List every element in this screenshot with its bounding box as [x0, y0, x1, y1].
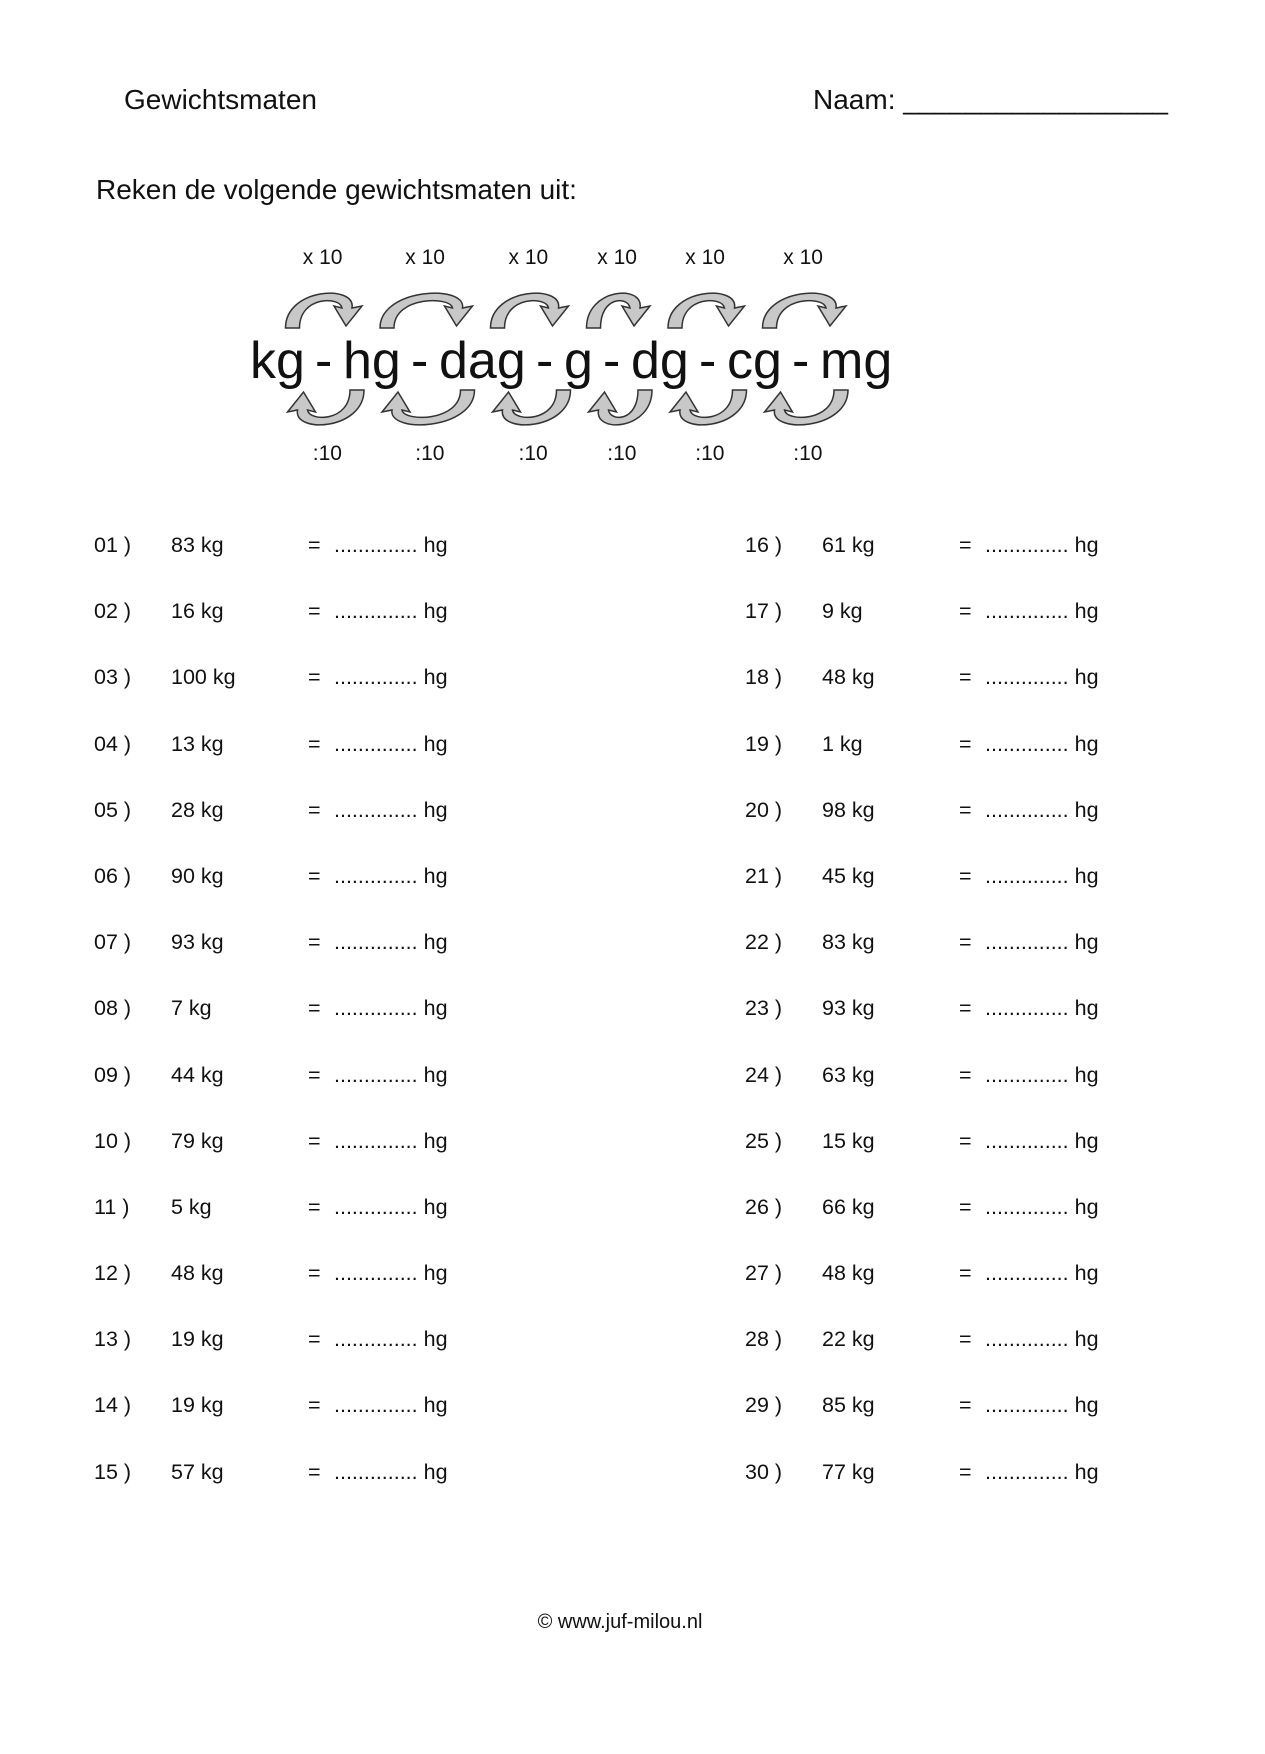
exercise-number: 12 ) — [94, 1261, 132, 1286]
equals-sign: = — [308, 1327, 321, 1352]
equals-sign: = — [959, 1194, 972, 1219]
exercise-number: 10 ) — [94, 1128, 132, 1153]
unit-separator: - — [411, 332, 429, 390]
exercise-number: 11 ) — [94, 1194, 130, 1219]
footer-copyright: © www.juf-milou.nl — [537, 1611, 703, 1633]
answer-dots[interactable]: .............. — [334, 863, 418, 888]
exercise-number: 04 ) — [94, 731, 132, 756]
equals-sign: = — [959, 665, 972, 690]
exercise-number: 18 ) — [745, 665, 783, 690]
answer-unit: hg — [423, 930, 448, 955]
exercise-number: 15 ) — [94, 1459, 132, 1484]
equals-sign: = — [308, 1194, 321, 1219]
equals-sign: = — [959, 1393, 972, 1418]
answer-dots[interactable]: .............. — [985, 1194, 1069, 1219]
answer-blank[interactable] — [334, 930, 448, 955]
answer-unit: hg — [423, 1194, 448, 1219]
exercise-row — [745, 1387, 1265, 1453]
exercise-quantity: 100 kg — [171, 665, 236, 690]
answer-blank[interactable] — [985, 1327, 1099, 1352]
exercise-row — [94, 792, 614, 858]
exercise-number: 23 ) — [745, 996, 783, 1021]
exercise-quantity: 13 kg — [171, 731, 224, 756]
answer-unit: hg — [1074, 1128, 1099, 1153]
unit-mg: mg — [820, 332, 893, 390]
answer-blank[interactable] — [985, 1460, 1099, 1485]
equals-sign: = — [959, 1327, 972, 1352]
exercise-row — [745, 990, 1265, 1056]
answer-unit: hg — [423, 1459, 448, 1484]
answer-blank[interactable] — [334, 665, 448, 690]
exercise-number: 22 ) — [745, 930, 783, 955]
equals-sign: = — [959, 797, 972, 822]
exercise-quantity: 9 kg — [822, 599, 863, 624]
exercise-row — [745, 1255, 1265, 1321]
answer-blank[interactable] — [334, 864, 448, 889]
answer-unit: hg — [423, 863, 448, 888]
answer-dots[interactable]: .............. — [334, 1128, 418, 1153]
answer-dots[interactable]: .............. — [985, 1062, 1069, 1087]
exercise-row — [94, 1057, 614, 1123]
answer-unit: hg — [423, 599, 448, 624]
exercise-quantity: 19 kg — [171, 1393, 224, 1418]
unit-separator: - — [536, 332, 554, 390]
exercise-quantity: 83 kg — [822, 930, 875, 955]
answer-dots[interactable]: .............. — [334, 1261, 418, 1286]
equals-sign: = — [308, 665, 321, 690]
answer-unit: hg — [1074, 863, 1099, 888]
answer-dots[interactable]: .............. — [985, 1128, 1069, 1153]
exercise-row — [94, 1255, 614, 1321]
answer-unit: hg — [423, 1327, 448, 1352]
answer-unit: hg — [1074, 1393, 1099, 1418]
exercise-row — [94, 527, 614, 593]
answer-blank[interactable] — [334, 1129, 448, 1154]
exercise-quantity: 48 kg — [822, 1261, 875, 1286]
exercise-number: 30 ) — [745, 1459, 783, 1484]
answer-unit: hg — [423, 665, 448, 690]
unit-conversion-diagram — [250, 246, 1010, 470]
answer-unit: hg — [423, 731, 448, 756]
exercise-number: 25 ) — [745, 1128, 783, 1153]
divide-arrow-icon — [288, 390, 365, 425]
equals-sign: = — [308, 533, 321, 557]
exercise-row — [94, 1387, 614, 1453]
exercise-row — [745, 1454, 1265, 1520]
answer-unit: hg — [423, 1393, 448, 1418]
answer-dots[interactable]: .............. — [334, 797, 418, 822]
exercise-number: 19 ) — [745, 731, 783, 756]
exercise-number: 20 ) — [745, 797, 783, 822]
exercise-quantity: 45 kg — [822, 863, 875, 888]
answer-unit: hg — [423, 1261, 448, 1286]
exercise-quantity: 16 kg — [171, 599, 224, 624]
divide-label: :10 — [518, 442, 548, 465]
answer-blank[interactable] — [985, 1393, 1099, 1418]
answer-blank[interactable] — [985, 533, 1099, 558]
answer-blank[interactable] — [334, 1261, 448, 1286]
answer-blank[interactable] — [334, 599, 448, 624]
answer-blank[interactable] — [985, 996, 1099, 1021]
answer-dots[interactable]: .............. — [985, 1261, 1069, 1286]
exercise-row — [94, 1321, 614, 1387]
answer-dots[interactable]: .............. — [334, 996, 418, 1021]
exercise-quantity: 5 kg — [171, 1194, 212, 1219]
divide-arrow-icon — [589, 390, 653, 425]
exercise-number: 09 ) — [94, 1062, 132, 1087]
answer-blank[interactable] — [334, 1393, 448, 1418]
answer-dots[interactable]: .............. — [334, 1393, 418, 1418]
exercise-quantity: 93 kg — [171, 930, 224, 955]
exercise-row — [94, 1123, 614, 1189]
unit-hg: hg — [343, 332, 401, 390]
answer-blank[interactable] — [985, 1063, 1099, 1088]
answer-dots[interactable]: .............. — [334, 1062, 418, 1087]
exercise-number: 08 ) — [94, 996, 132, 1021]
answer-unit: hg — [1074, 533, 1099, 557]
exercise-column-right — [745, 527, 1265, 1520]
exercise-row — [94, 858, 614, 924]
equals-sign: = — [959, 1128, 972, 1153]
equals-sign: = — [308, 1128, 321, 1153]
answer-unit: hg — [423, 1128, 448, 1153]
multiply-label: x 10 — [508, 246, 549, 269]
answer-blank[interactable] — [334, 1195, 448, 1220]
answer-unit: hg — [1074, 1261, 1099, 1286]
answer-dots[interactable]: .............. — [985, 1459, 1069, 1484]
equals-sign: = — [959, 731, 972, 756]
answer-blank[interactable] — [334, 1063, 448, 1088]
multiply-arrow-icon — [380, 293, 473, 328]
answer-unit: hg — [1074, 599, 1099, 624]
multiply-arrow-icon — [668, 293, 745, 328]
equals-sign: = — [308, 863, 321, 888]
equals-sign: = — [308, 1062, 321, 1087]
exercise-quantity: 79 kg — [171, 1128, 224, 1153]
answer-dots[interactable]: .............. — [334, 1459, 418, 1484]
multiply-label: x 10 — [302, 246, 343, 269]
equals-sign: = — [308, 731, 321, 756]
equals-sign: = — [308, 797, 321, 822]
exercise-quantity: 85 kg — [822, 1393, 875, 1418]
exercise-quantity: 48 kg — [822, 665, 875, 690]
exercise-row — [94, 1189, 614, 1255]
answer-dots[interactable]: .............. — [985, 1393, 1069, 1418]
answer-dots[interactable]: .............. — [334, 599, 418, 624]
exercise-number: 16 ) — [745, 533, 783, 557]
answer-unit: hg — [1074, 731, 1099, 756]
unit-separator: - — [699, 332, 717, 390]
multiply-arrow-icon — [763, 293, 847, 328]
exercise-quantity: 48 kg — [171, 1261, 224, 1286]
answer-unit: hg — [1074, 1194, 1099, 1219]
exercise-number: 01 ) — [94, 533, 132, 557]
exercise-row — [745, 858, 1265, 924]
answer-blank[interactable] — [985, 1195, 1099, 1220]
exercise-number: 14 ) — [94, 1393, 132, 1418]
answer-blank[interactable] — [985, 930, 1099, 955]
answer-unit: hg — [1074, 996, 1099, 1021]
equals-sign: = — [959, 1062, 972, 1087]
multiply-label: x 10 — [685, 246, 725, 269]
exercise-quantity: 90 kg — [171, 863, 224, 888]
divide-label: :10 — [415, 442, 445, 465]
answer-dots[interactable]: .............. — [985, 599, 1069, 624]
multiply-arrow-icon — [286, 293, 363, 328]
exercise-row — [94, 924, 614, 990]
exercise-number: 17 ) — [745, 599, 783, 624]
exercise-row — [745, 593, 1265, 659]
exercise-row — [94, 593, 614, 659]
answer-dots[interactable]: .............. — [334, 930, 418, 955]
answer-unit: hg — [423, 1062, 448, 1087]
answer-dots[interactable]: .............. — [985, 996, 1069, 1021]
exercise-number: 29 ) — [745, 1393, 783, 1418]
exercise-quantity: 19 kg — [171, 1327, 224, 1352]
exercise-number: 06 ) — [94, 863, 132, 888]
equals-sign: = — [959, 599, 972, 624]
exercise-quantity: 28 kg — [171, 797, 224, 822]
exercise-quantity: 83 kg — [171, 533, 224, 557]
exercise-row — [745, 792, 1265, 858]
answer-dots[interactable]: .............. — [985, 533, 1069, 557]
unit-cg: cg — [727, 332, 782, 390]
divide-arrow-icon — [493, 390, 571, 425]
answer-dots[interactable]: .............. — [334, 1327, 418, 1352]
unit-separator: - — [792, 332, 810, 390]
divide-label: :10 — [312, 442, 342, 465]
answer-unit: hg — [423, 797, 448, 822]
equals-sign: = — [959, 533, 972, 557]
divide-arrow-icon — [670, 390, 747, 425]
exercise-row — [94, 726, 614, 792]
divide-arrow-icon — [382, 390, 475, 425]
divide-arrow-icon — [765, 390, 849, 425]
answer-unit: hg — [1074, 930, 1099, 955]
unit-kg: kg — [250, 332, 305, 390]
answer-unit: hg — [1074, 1459, 1099, 1484]
equals-sign: = — [308, 1459, 321, 1484]
exercise-row — [745, 1189, 1265, 1255]
answer-dots[interactable]: .............. — [985, 797, 1069, 822]
unit-dag: dag — [439, 332, 526, 390]
exercise-quantity: 93 kg — [822, 996, 875, 1021]
exercise-column-left — [94, 527, 614, 1520]
answer-blank[interactable] — [985, 599, 1099, 624]
multiply-arrow-icon — [491, 293, 569, 328]
answer-blank[interactable] — [334, 1460, 448, 1485]
exercise-quantity: 57 kg — [171, 1459, 224, 1484]
multiply-arrow-icon — [587, 293, 651, 328]
name-field-label: Naam: _________________ — [813, 84, 1168, 115]
exercise-quantity: 44 kg — [171, 1062, 224, 1087]
answer-dots[interactable]: .............. — [334, 1194, 418, 1219]
exercise-number: 21 ) — [745, 863, 783, 888]
exercise-row — [94, 1454, 614, 1520]
answer-blank[interactable] — [334, 1327, 448, 1352]
exercise-row — [745, 659, 1265, 725]
exercise-number: 28 ) — [745, 1327, 783, 1352]
exercise-quantity: 7 kg — [171, 996, 212, 1021]
exercise-number: 26 ) — [745, 1194, 783, 1219]
equals-sign: = — [308, 599, 321, 624]
answer-blank[interactable] — [334, 996, 448, 1021]
answer-blank[interactable] — [985, 732, 1099, 757]
answer-dots[interactable]: .............. — [985, 1327, 1069, 1352]
answer-dots[interactable]: .............. — [985, 731, 1069, 756]
answer-dots[interactable]: .............. — [985, 665, 1069, 690]
divide-label: :10 — [793, 442, 823, 465]
exercise-quantity: 98 kg — [822, 797, 875, 822]
exercise-quantity: 1 kg — [822, 731, 863, 756]
exercise-row — [745, 1321, 1265, 1387]
equals-sign: = — [308, 1261, 321, 1286]
answer-unit: hg — [423, 996, 448, 1021]
equals-sign: = — [308, 996, 321, 1021]
exercise-row — [745, 924, 1265, 990]
equals-sign: = — [959, 996, 972, 1021]
exercise-quantity: 77 kg — [822, 1459, 875, 1484]
exercise-quantity: 66 kg — [822, 1194, 875, 1219]
answer-unit: hg — [1074, 1062, 1099, 1087]
answer-dots[interactable]: .............. — [334, 731, 418, 756]
equals-sign: = — [959, 1261, 972, 1286]
exercise-number: 05 ) — [94, 797, 132, 822]
exercise-row — [94, 659, 614, 725]
answer-dots[interactable]: .............. — [334, 665, 418, 690]
exercise-number: 03 ) — [94, 665, 132, 690]
equals-sign: = — [959, 863, 972, 888]
exercise-row — [94, 990, 614, 1056]
answer-blank[interactable] — [334, 798, 448, 823]
answer-blank[interactable] — [334, 533, 448, 558]
answer-blank[interactable] — [985, 798, 1099, 823]
instruction-text: Reken de volgende gewichtsmaten uit: — [96, 174, 577, 205]
exercise-quantity: 15 kg — [822, 1128, 875, 1153]
unit-dg: dg — [631, 332, 689, 390]
equals-sign: = — [959, 1459, 972, 1484]
unit-g: g — [564, 332, 593, 390]
answer-blank[interactable] — [985, 1261, 1099, 1286]
answer-blank[interactable] — [985, 864, 1099, 889]
exercise-row — [745, 527, 1265, 593]
exercise-quantity: 22 kg — [822, 1327, 875, 1352]
unit-separator: - — [315, 332, 333, 390]
exercise-row — [745, 1057, 1265, 1123]
exercise-number: 02 ) — [94, 599, 132, 624]
exercise-number: 07 ) — [94, 930, 132, 955]
answer-unit: hg — [1074, 665, 1099, 690]
equals-sign: = — [308, 930, 321, 955]
exercise-number: 27 ) — [745, 1261, 783, 1286]
unit-separator: - — [603, 332, 621, 390]
multiply-label: x 10 — [597, 246, 637, 269]
answer-dots[interactable]: .............. — [985, 930, 1069, 955]
multiply-label: x 10 — [783, 246, 823, 269]
exercise-row — [745, 1123, 1265, 1189]
exercise-number: 24 ) — [745, 1062, 783, 1087]
answer-dots[interactable]: .............. — [334, 533, 418, 557]
answer-unit: hg — [1074, 1327, 1099, 1352]
answer-blank[interactable] — [985, 665, 1099, 690]
equals-sign: = — [308, 1393, 321, 1418]
answer-unit: hg — [423, 533, 448, 557]
answer-blank[interactable] — [334, 732, 448, 757]
exercise-row — [745, 726, 1265, 792]
worksheet-title: Gewichtsmaten — [124, 84, 317, 115]
exercise-quantity: 61 kg — [822, 533, 875, 557]
equals-sign: = — [959, 930, 972, 955]
answer-blank[interactable] — [985, 1129, 1099, 1154]
multiply-label: x 10 — [405, 246, 445, 269]
answer-dots[interactable]: .............. — [985, 863, 1069, 888]
divide-label: :10 — [695, 442, 725, 465]
exercise-number: 13 ) — [94, 1327, 132, 1352]
exercise-quantity: 63 kg — [822, 1062, 875, 1087]
divide-label: :10 — [607, 442, 637, 465]
answer-unit: hg — [1074, 797, 1099, 822]
